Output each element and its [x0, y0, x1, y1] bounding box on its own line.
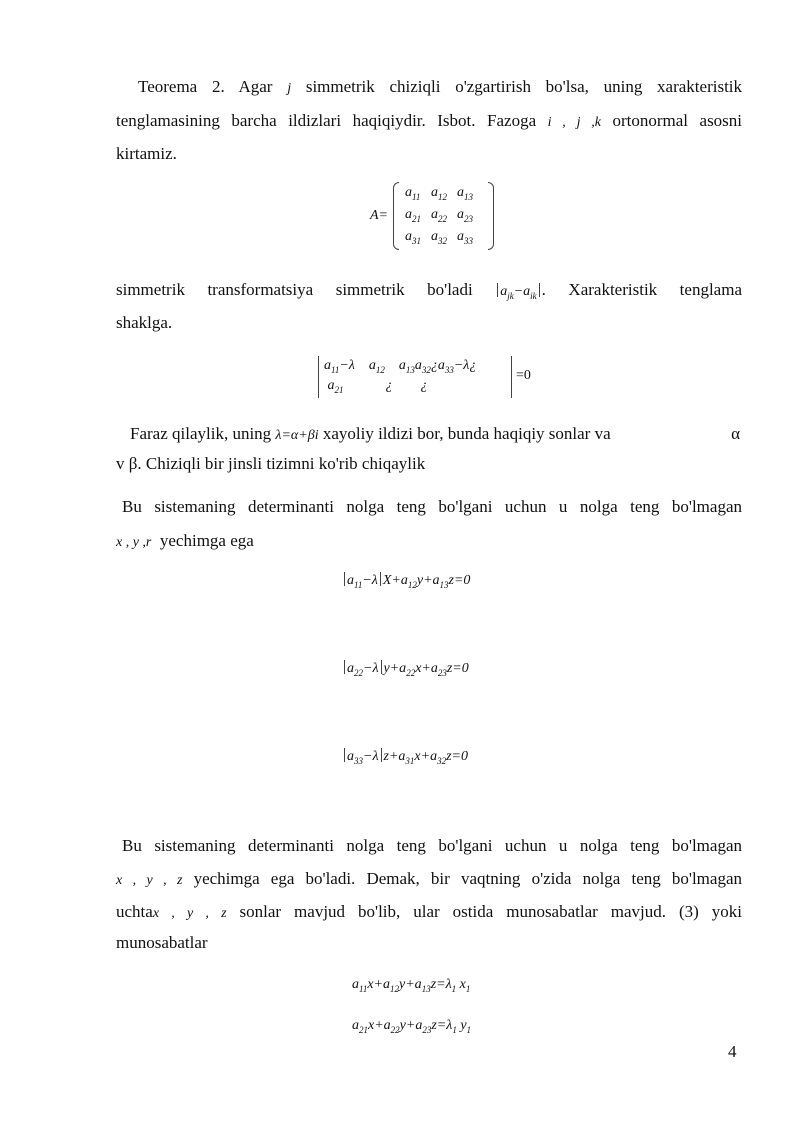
math-inline: x , y , z	[152, 906, 227, 921]
paragraph-theorem-line2	[116, 110, 742, 134]
math-inline: x , y ,r	[116, 535, 152, 550]
paragraph-symmetric	[116, 279, 742, 307]
relation-2: $a_{21}x+a_{22}y+a_{23}z=\lambda_1$ $y_1$	[352, 1018, 472, 1035]
text: Teorema 2. Agar	[138, 77, 273, 96]
text: yechimga ega	[159, 531, 254, 550]
cell: $a_{13}$	[457, 184, 473, 202]
cell: $a_{21}$	[405, 206, 421, 224]
paragraph-suppose	[130, 423, 742, 447]
matrix-table	[400, 182, 478, 248]
equation-2: $a_{22}-\lambda$ $y+a_{22}x+a_{23}z=0$	[342, 660, 469, 678]
alpha-symbol: α	[731, 424, 740, 443]
text: yechimga ega bo'ladi. Demak, bir vaqtning o'zida nolga teng bo'lmagan	[193, 869, 742, 888]
math-inline: j	[287, 81, 292, 96]
relation-1: $a_{11}x+a_{12}y+a_{13}z=\lambda_1$ $x_1$	[352, 977, 471, 994]
text: Bu sistemaning determinanti nolga teng bo'lgani uchun u nolga teng bo'lmagan	[122, 836, 742, 855]
det-right-bar	[511, 356, 512, 398]
det-row-2: $a_{21}$ ¿ ¿	[327, 378, 428, 395]
det-left-bar	[318, 356, 319, 398]
cell: $a_{32}$	[431, 228, 447, 246]
paragraph-solution-line2	[116, 868, 742, 892]
paragraph-solution-line4	[116, 932, 742, 954]
paragraph-theorem-line3	[116, 143, 742, 165]
math-inline: i , j ,k	[547, 115, 601, 130]
text: v β. Chiziqli bir jinsli tizimni ko'rib chiqaylik	[116, 454, 426, 473]
math-inline: x , y , z	[116, 873, 183, 888]
math-inline: $a_{jk}-a_{ik}$	[495, 284, 541, 299]
equation-3: $a_{33}-\lambda$ $z+a_{31}x+a_{32}z=0$	[342, 748, 468, 766]
paragraph-suppose-line2	[116, 453, 742, 475]
paragraph-theorem	[116, 76, 742, 100]
math-inline: λ=α+βi	[275, 428, 319, 443]
text: uchta	[116, 902, 153, 921]
matrix-lhs: A=	[370, 208, 388, 223]
text: Bu sistemaning determinanti nolga teng bo'lgani uchun u nolga teng bo'lmagan	[122, 497, 742, 516]
cell: $a_{12}$	[431, 184, 447, 202]
equation-1: $a_{11}-\lambda$ $X+a_{12}y+a_{13}z=0$	[342, 572, 470, 590]
text: tenglamasining barcha ildizlari haqiqiydir. Isbot. Fazoga	[116, 111, 537, 130]
paragraph-determinant-zero	[116, 496, 742, 518]
text: simmetrik transformatsiya simmetrik bo'ladi	[116, 280, 473, 299]
cell: $a_{33}$	[457, 228, 473, 246]
paragraph-solution	[116, 835, 742, 857]
right-paren	[488, 182, 494, 250]
text: simmetrik chiziqli o'zgartirish bo'lsa, uning xarakteristik	[305, 77, 743, 96]
text: shaklga.	[116, 313, 173, 332]
paragraph-symmetric-line2	[116, 312, 742, 334]
left-paren	[393, 182, 399, 250]
cell: $a_{22}$	[431, 206, 447, 224]
text: . Xarakteristik tenglama	[541, 280, 742, 299]
text: ortonormal asosni	[612, 111, 743, 130]
text: munosabatlar	[116, 933, 208, 952]
det-rhs: =0	[516, 368, 531, 383]
det-row-1: $a_{11}-\lambda$ $a_{12}$ $a_{13}a_{32}¿a_{33}-\lambda¿$	[324, 358, 477, 375]
paragraph-determinant-zero-line2	[116, 530, 742, 554]
text: Faraz qilaylik, uning	[130, 424, 272, 443]
cell: $a_{23}$	[457, 206, 473, 224]
text: xayoliy ildizi bor, bunda haqiqiy sonlar va	[322, 424, 611, 443]
text: kirtamiz.	[116, 144, 177, 163]
cell: $a_{11}$	[405, 184, 421, 202]
paragraph-solution-line3	[116, 901, 742, 925]
page-number: 4	[728, 1042, 737, 1061]
cell: $a_{31}$	[405, 228, 421, 246]
text: sonlar mavjud bo'lib, ular ostida munosabatlar mavjud. (3) yoki	[239, 902, 742, 921]
